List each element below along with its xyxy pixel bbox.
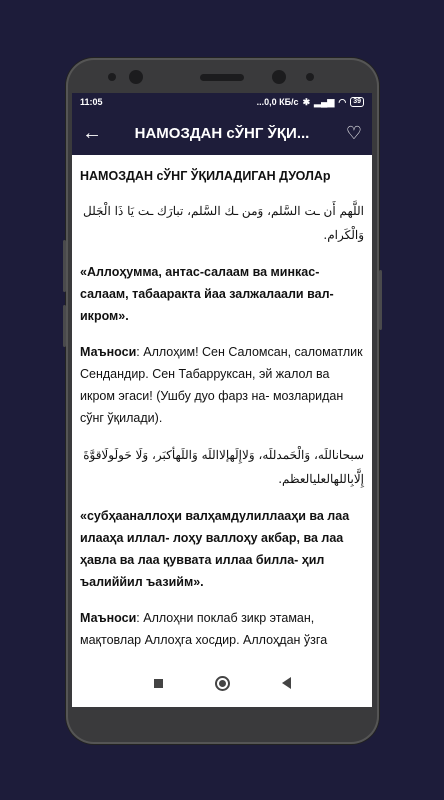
power-button bbox=[63, 305, 66, 347]
article-heading: НАМОЗДАН сЎНГ ЎҚИЛАДИГАН ДУОЛАр bbox=[80, 169, 331, 183]
meaning-label-2: Маъноси bbox=[80, 611, 137, 625]
phone-screen bbox=[72, 93, 372, 707]
phone-top-hardware bbox=[66, 66, 379, 90]
status-bar bbox=[72, 93, 372, 111]
meaning-paragraph-1 bbox=[80, 341, 364, 429]
favorite-heart-icon[interactable]: ♡ bbox=[345, 122, 362, 143]
page-title: НАМОЗДАН сЎНГ ЎҚИ... bbox=[134, 124, 310, 142]
transliteration-1: «Аллоҳумма, антас-салаам ва минкас- салаам, табааракта йаа залжалаали вал- икром». bbox=[80, 265, 334, 323]
status-time: 11:05 bbox=[80, 97, 103, 107]
camera-icon bbox=[129, 70, 143, 84]
meaning-text-2: : Аллоҳни поклаб зикр этаман, мақтовлар Аллоҳга хосдир. Аллоҳдан ўзга bbox=[80, 611, 328, 647]
meaning-paragraph-2 bbox=[80, 607, 364, 651]
side-button-right bbox=[379, 270, 382, 330]
home-circle-icon[interactable] bbox=[215, 676, 230, 691]
sensor-icon bbox=[108, 73, 116, 81]
light-sensor-icon bbox=[306, 73, 314, 81]
network-speed: ...0,0 КБ/с bbox=[256, 97, 299, 107]
meaning-text-1: : Аллоҳим! Сен Саломсан, саломатлик Сендандир. Сен Табаррукcан, эй жалол ва икром эгаси! (Ушбу дуо фарз на- мозларидан сўнг ўқилади). bbox=[80, 345, 363, 425]
speaker-grille bbox=[200, 74, 244, 81]
back-triangle-icon[interactable] bbox=[282, 677, 291, 689]
arabic-text-1: اللَّهم أَن ـت السَّلم، وَمن ـك السَّلم، تبارَك ـت يَا ذَا الْجَلل وَالْكَرام. bbox=[83, 204, 364, 242]
bluetooth-icon: ✱ bbox=[302, 96, 311, 107]
transliteration-2: «субҳааналлоҳи валҳамдулиллааҳи ва лаа илааҳа иллал- лоҳу валлоҳу акбар, ва лаа ҳавла ва лаа қуввата иллаа билла- ҳил ъалиййил ъазийм». bbox=[80, 509, 350, 589]
volume-button bbox=[63, 240, 66, 292]
system-navigation-bar bbox=[72, 659, 372, 707]
article-content[interactable] bbox=[72, 155, 372, 657]
recents-square-icon[interactable] bbox=[154, 679, 163, 688]
meaning-label-1: Маъноси bbox=[80, 345, 137, 359]
status-indicators bbox=[257, 97, 364, 108]
battery-icon: 39 bbox=[350, 97, 364, 107]
back-arrow-icon[interactable]: ← bbox=[82, 121, 102, 144]
arabic-text-2: سبحاناللَه، وَالْحَمدللَه، وَلاإِلَهإلااللَه وَاللَهأكبَر، وَلَا حَولَولَاقوَّةَ إِلَّابِاللهالعليالعظم. bbox=[83, 448, 364, 486]
front-camera-icon bbox=[272, 70, 286, 84]
wifi-icon: ◠ bbox=[338, 96, 347, 107]
app-toolbar bbox=[72, 111, 372, 155]
signal-icon: ▂▄▆ bbox=[314, 96, 335, 107]
